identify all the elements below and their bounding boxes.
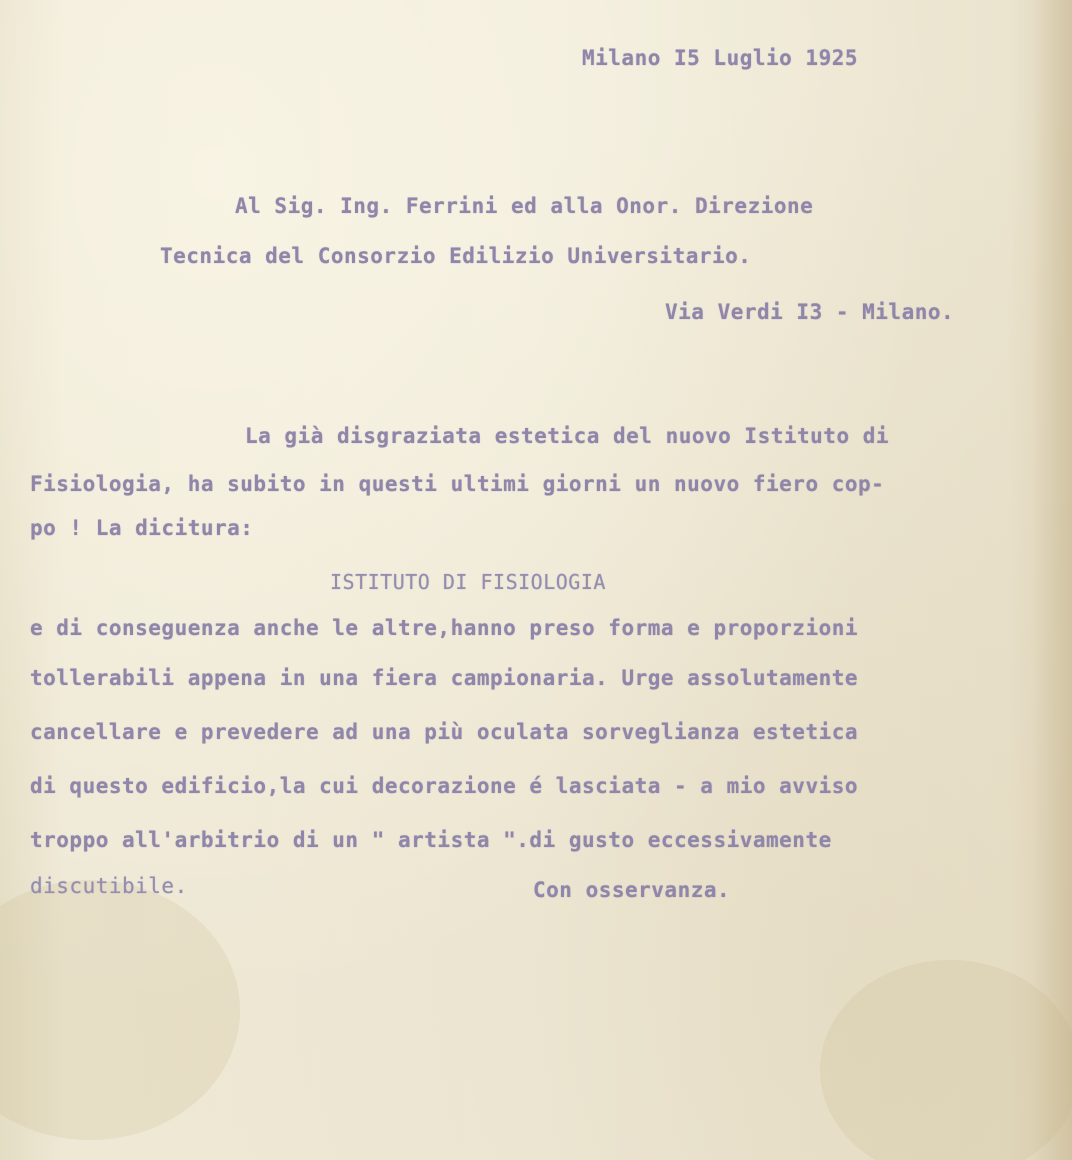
body-line-8: troppo all'arbitrio di un " artista ".di gusto eccessivamente xyxy=(30,828,832,852)
paper-stain xyxy=(0,880,240,1140)
inscription: ISTITUTO DI FISIOLOGIA xyxy=(330,570,606,594)
body-line-2: Fisiologia, ha subito in questi ultimi giorni un nuovo fiero cop- xyxy=(30,472,885,496)
body-line-7: di questo edificio,la cui decorazione é lasciata - a mio avviso xyxy=(30,774,859,798)
body-line-4: e di conseguenza anche le altre,hanno preso forma e proporzioni xyxy=(30,616,859,640)
body-line-1: La già disgraziata estetica del nuovo Istituto di xyxy=(245,424,890,448)
body-line-6: cancellare e prevedere ad una più oculata sorveglianza estetica xyxy=(30,720,859,744)
addressee-line-3: Via Verdi I3 - Milano. xyxy=(665,300,955,324)
paper-stain xyxy=(820,960,1072,1160)
body-line-5: tollerabili appena in una fiera campionaria. Urge assolutamente xyxy=(30,666,859,690)
addressee-line-1: Al Sig. Ing. Ferrini ed alla Onor. Direzione xyxy=(235,194,814,218)
dateline: Milano I5 Luglio 1925 xyxy=(582,46,859,70)
body-line-9: discutibile. xyxy=(30,874,188,898)
addressee-line-2: Tecnica del Consorzio Edilizio Universitario. xyxy=(160,244,752,268)
closing: Con osservanza. xyxy=(533,878,731,902)
body-line-3: po ! La dicitura: xyxy=(30,516,254,540)
